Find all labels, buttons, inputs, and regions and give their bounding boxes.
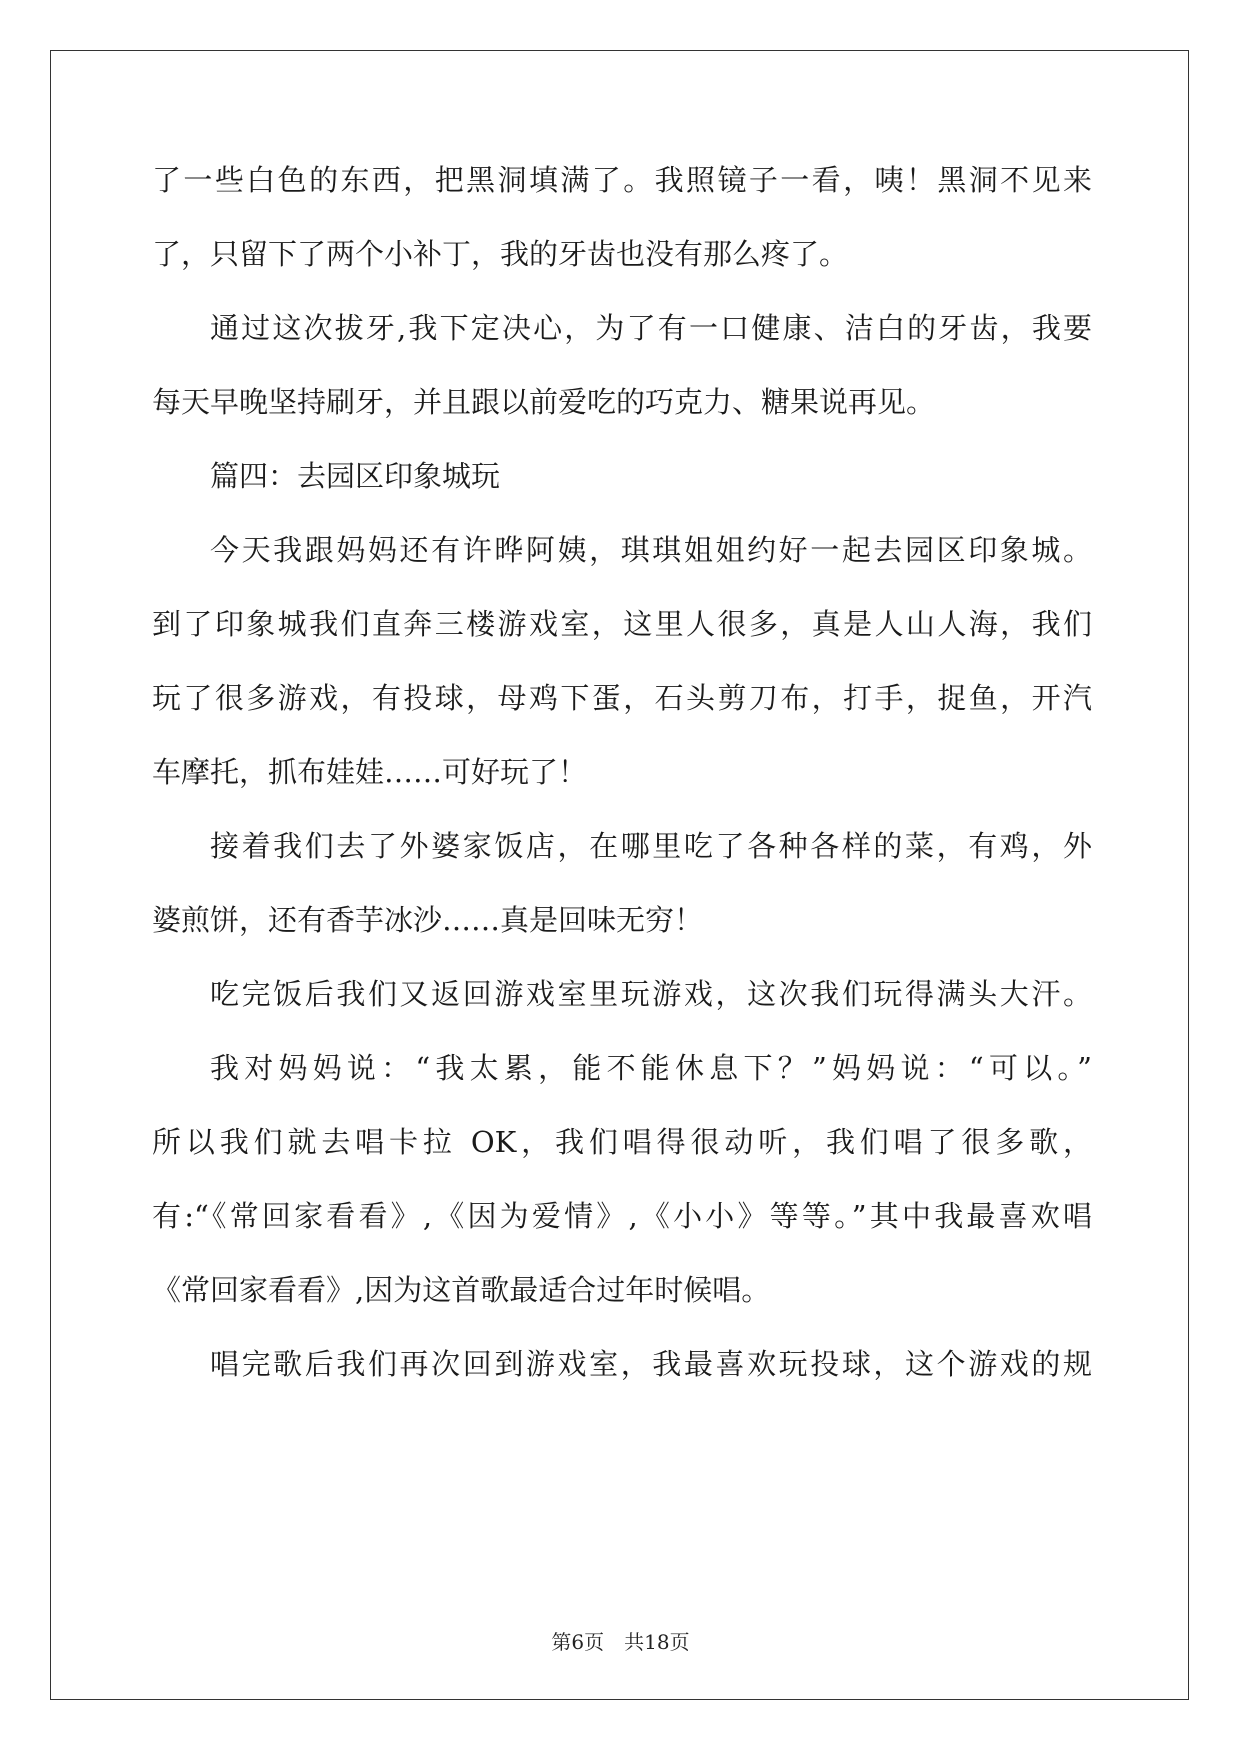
section-heading: 篇四：去园区印象城玩 <box>210 459 501 493</box>
text-line: 到了印象城我们直奔三楼游戏室，这里人很多，真是人山人海，我们 <box>152 607 1092 641</box>
text-line: 吃完饭后我们又返回游戏室里玩游戏，这次我们玩得满头大汗。 <box>210 977 1092 1011</box>
text-line: 唱完歌后我们再次回到游戏室，我最喜欢玩投球，这个游戏的规 <box>210 1347 1092 1381</box>
page-number: 第6页 共18页 <box>551 1630 690 1654</box>
text-line: 婆煎饼，还有香芋冰沙……真是回味无穷！ <box>152 903 704 937</box>
text-line: 所以我们就去唱卡拉 OK，我们唱得很动听，我们唱了很多歌， <box>152 1125 1092 1159</box>
text-line: 接着我们去了外婆家饭店，在哪里吃了各种各样的菜，有鸡，外 <box>210 829 1092 863</box>
text-line: 玩了很多游戏，有投球，母鸡下蛋，石头剪刀布，打手，捉鱼，开汽 <box>152 681 1092 715</box>
text-line: 车摩托，抓布娃娃……可好玩了！ <box>152 755 588 789</box>
text-line: 每天早晚坚持刷牙，并且跟以前爱吃的巧克力、糖果说再见。 <box>152 385 936 419</box>
text-line: 今天我跟妈妈还有许晔阿姨，琪琪姐姐约好一起去园区印象城。 <box>210 533 1092 567</box>
text-line: 了，只留下了两个小补丁，我的牙齿也没有那么疼了。 <box>152 237 849 271</box>
text-line: 我对妈妈说：“我太累，能不能休息下？”妈妈说：“可以。” <box>210 1051 1092 1085</box>
page-border <box>50 50 1189 1700</box>
text-line: 了一些白色的东西，把黑洞填满了。我照镜子一看，咦！黑洞不见来 <box>152 163 1092 197</box>
text-line: 《常回家看看》,因为这首歌最适合过年时候唱。 <box>152 1273 771 1307</box>
text-line: 通过这次拔牙,我下定决心，为了有一口健康、洁白的牙齿，我要 <box>210 311 1092 345</box>
text-line: 有:“《常回家看看》,《因为爱情》,《小小》等等。”其中我最喜欢唱 <box>152 1199 1092 1233</box>
